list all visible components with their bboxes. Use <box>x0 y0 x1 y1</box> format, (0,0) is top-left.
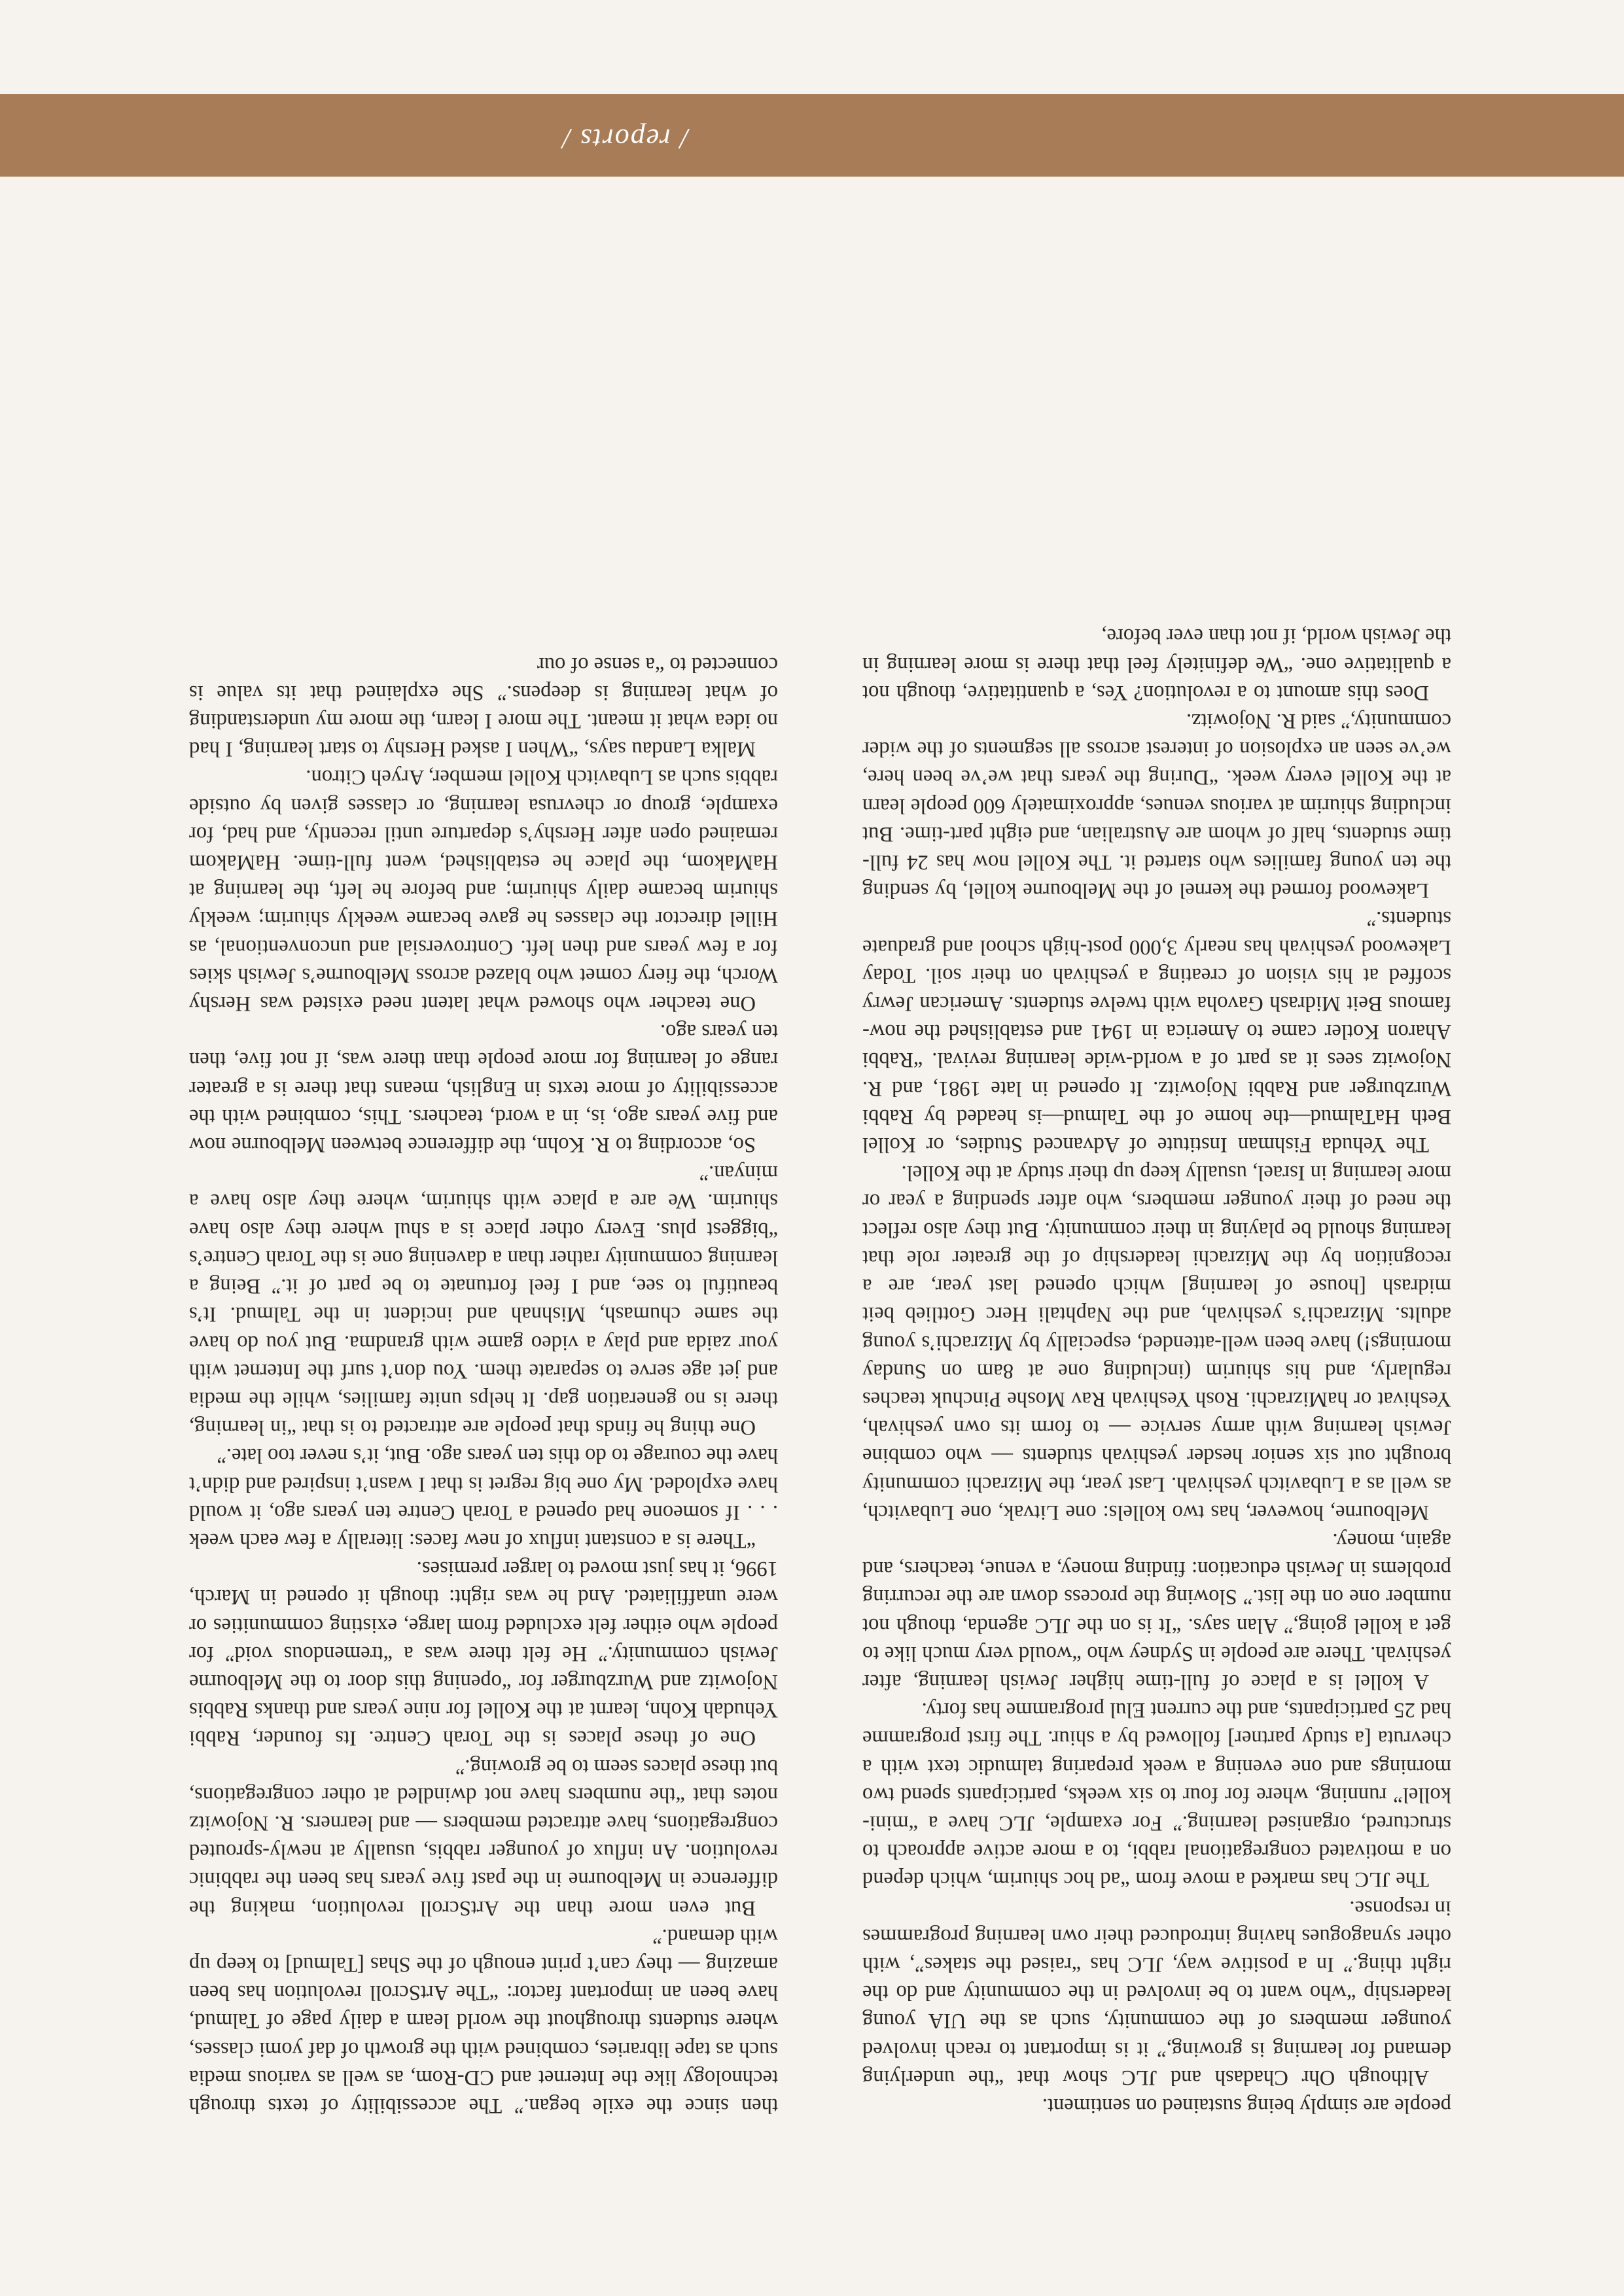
paragraph: The Yehuda Fishman Institute of Advanced Studies, or Kollel Beth HaTalmud—the home of the Talmud—is headed by Rabbi Wurzburger and Rabbi Nojowitz. It opened in late 1981, and R. Nojowitz sees it as part of a world-wide learning revival. “Rabbi Aharon Kotler came to America in 1941 and established the now-famous Beit Midrash Gavoha with twelve students. American Jewry scoffed at his vision of creating a yeshivah on their soil. Today Lakewood yeshivah has nearly 3,000 post-high school and graduate students.” <box>862 907 1451 1157</box>
paragraph: A kollel is a place of full-time higher Jewish learning, after yeshivah. There are people in Sydney who “would very much like to get a kollel going,” Alan says. “It is on the JLC agenda, though not number one on the list.” Slowing the process down are the recurring problems in Jewish education: finding money, a venue, teachers, and again, money. <box>862 1528 1451 1694</box>
paragraph: Lakewood formed the kernel of the Melbourne kollel, by sending the ten young families who started it. The Kollel now has 24 full-time students, half of whom are Australian, and eight part-time. But including shiurim at various venues, approximately 600 people learn at the Kollel every week. “During the years that we’ve been here, we’ve seen an explosion of interest across all segments of the wider community,” said R. Nojowitz. <box>862 709 1451 903</box>
paragraph: Malka Landau says, “When I asked Hershy to start learning, I had no idea what it meant. The more I learn, the more my understanding of what learning is deepens.” She explained that its value is connected to “a sense of our <box>189 652 778 761</box>
paragraph: One thing he finds that people are attracted to is that “in learning, there is no generation gap. It helps unite families, while the media and jet age serve to separate them. You don’t surf the Internet with your zaida and play a video game with grandma. But you do have the same chumash, Mishnah and incident in the Talmud. It’s beautiful to see, and I feel fortunate to be part of it.” Being a learning community rather than a davening one is the Torah Centre’s “biggest plus. Every other place is a shul where they also have shiurim. We are a place with shiurim, where they also have a minyan.” <box>189 1161 778 1440</box>
paragraph: But even more than the ArtScroll revolution, making the difference in Melbourne in the past five years has been the rabbinic revolution. An influx of younger rabbis, usually at newly-sprouted congregations, have attracted members — and learners. R. Nojowitz notes that “the numbers have not dwindled at other congregations, but these places seem to be growing.” <box>189 1754 778 1920</box>
paragraph: Does this amount to a revolution? Yes, a quantitative, though not a qualitative one. “We definitely feel that there is more learning in the Jewish world, if not than ever before, <box>862 624 1451 704</box>
paragraph: “There is a constant influx of new faces: literally a few each week . . . If someone had opened a Torah Centre ten years ago, it would have exploded. My one big regret is that I wasn’t inspired and didn’t have the courage to do this ten years ago. But, it’s never too late.” <box>189 1444 778 1552</box>
paragraph: One teacher who showed what latent need existed was Hershy Worch, the fiery comet who blazed across Melbourne’s Jewish skies for a few years and then left. Controversial and unconventional, as Hillel director the classes he gave became weekly shiurim; weekly shiurim became daily shiurim; and before he left, the learning at HaMakom, the place he established, went full-time. HaMakom remained open after Hershy’s departure until recently, and had, for example, group or chevrusa learning, or classes given by outside rabbis such as Lubavitch Kollel member, Aryeh Citron. <box>189 765 778 1016</box>
article-column-right <box>189 650 778 2119</box>
section-label: / reports / <box>561 123 688 155</box>
paragraph: people are simply being sustained on sentiment. <box>1042 2094 1451 2117</box>
paragraph: One of these places is the Torah Centre. Its founder, Rabbi Yehudah Kohn, learnt at the Kollel for nine years and thanks Rabbis Nojowitz and Wurzburger for “opening this door to the Melbourne Jewish community.” He felt there was a “tremendous void” for people who either felt excluded from large, existing communities or were unaffiliated. And he was right: though it opened in March, 1996, it has just moved to larger premises. <box>189 1557 778 1750</box>
paragraph: Melbourne, however, has two kollels: one Litvak, one Lubavitch, as well as a Lubavitch yeshivah. Last year, the Mizrachi community brought out six senior hesder yeshivah students — who combine Jewish learning with army service — to form its own yeshivah, Yeshivat or haMizrachi. Rosh Yeshivah Rav Moshe Pinchuk teaches regularly, and his shiurim (including one at 8am on Sunday mornings!) have been well-attended, especially by Mizrachi’s young adults. Mizrachi’s yeshivah, and the Naphtali Herc Gottlieb beit midrash [house of learning] which opened last year, are a recognition by the Mizrachi leadership of the greater role that learning should be playing in their community. But they also reflect the need of their younger members, who after spending a year or more learning in Israel, usually keep up their study at the Kollel. <box>862 1161 1451 1524</box>
paragraph: So, according to R. Kohn, the difference between Melbourne now and five years ago, is, in a word, teachers. This, combined with the accessibility of more texts in English, means that there is a greater range of learning for more people than there was, if not five, then ten years ago. <box>189 1020 778 1157</box>
section-banner <box>0 94 1624 177</box>
article-column-left <box>862 621 1451 2119</box>
paragraph: The JLC has marked a move from “ad hoc shiurim, which depend on a motivated congregational rabbi, to a more active approach to structured, organised learning.” For example, JLC have a “mini-kollel” running, where for four to six weeks, participants spend two mornings and one evening a week preparing talmudic text with a chevruta [a study partner] followed by a shiur. The first programme had 25 participants, and the current Elul programme has forty. <box>862 1698 1451 1892</box>
paragraph: Although Ohr Chadash and JLC show that “the underlying demand for learning is growing,” it is important to reach involved younger members of the community, such as the UIA young leadership “who want to be involved in the community and do the right thing.” In a positive way, JLC has “raised the stakes”, with other synagogues having introduced their own learning programmes in response. <box>862 1896 1451 2089</box>
paragraph: then since the exile began.” The accessibility of texts through technology like the Internet and CD-Rom, as well as various media such as tape libraries, combined with the growth of daf yomi classes, where students throughout the world learn a daily page of Talmud, have been an important factor: “The ArtScroll revolution has been amazing — they can’t print enough of the Shas [Talmud] to keep up with demand.” <box>189 1924 778 2117</box>
